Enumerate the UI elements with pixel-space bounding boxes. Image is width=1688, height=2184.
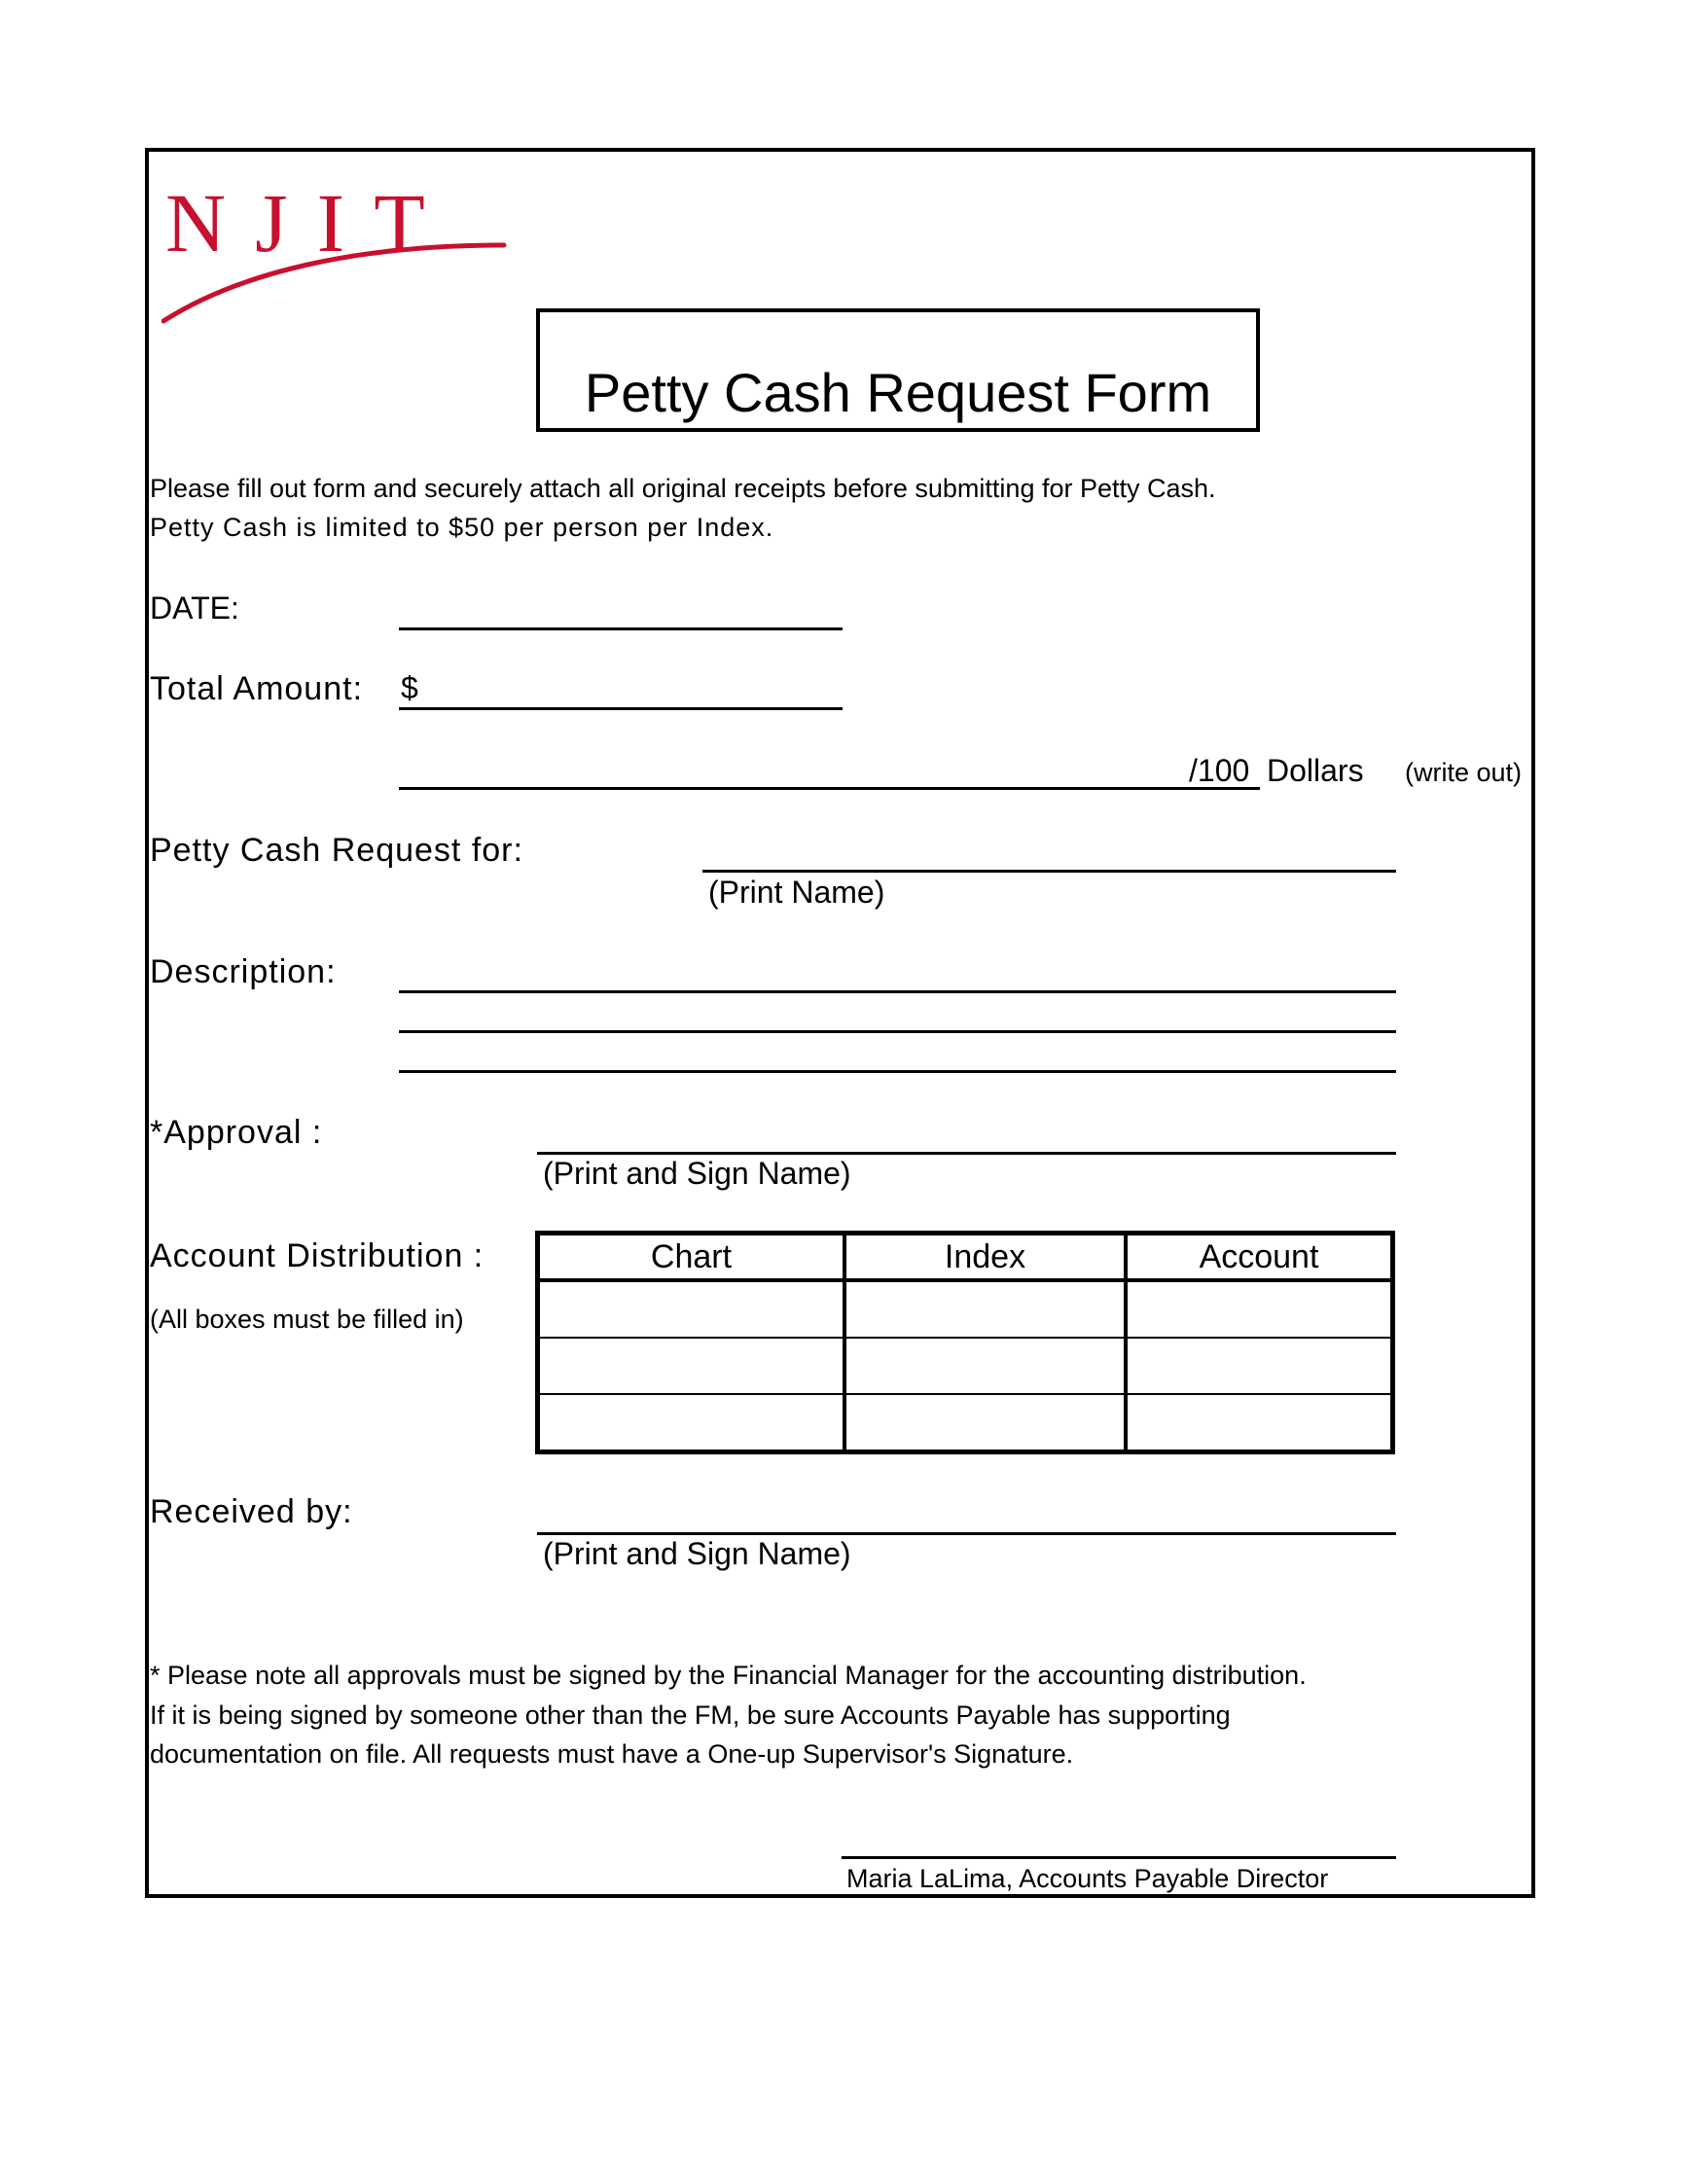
account-distribution-table: [535, 1231, 1395, 1454]
index-cell[interactable]: [844, 1338, 1126, 1394]
chart-cell[interactable]: [538, 1338, 845, 1394]
logo-text: NJIT: [165, 176, 454, 269]
index-cell[interactable]: [844, 1280, 1126, 1338]
column-header-account: Account: [1126, 1234, 1393, 1281]
date-field[interactable]: [399, 627, 843, 630]
table-row: [538, 1394, 1393, 1452]
approval-hint: (Print and Sign Name): [543, 1156, 851, 1191]
dollar-sign: $: [401, 670, 418, 705]
chart-cell[interactable]: [538, 1394, 845, 1452]
account-distribution-note: (All boxes must be filled in): [150, 1305, 464, 1334]
chart-cell[interactable]: [538, 1280, 845, 1338]
write-out-hint: (write out): [1405, 758, 1523, 787]
description-line-3[interactable]: [399, 1070, 1396, 1073]
print-name-hint: (Print Name): [708, 875, 885, 910]
signature-caption: Maria LaLima, Accounts Payable Director: [846, 1864, 1329, 1893]
received-by-hint: (Print and Sign Name): [543, 1536, 851, 1571]
account-cell[interactable]: [1126, 1394, 1393, 1452]
footnote-line-1: * Please note all approvals must be signed by the Financial Manager for the accounting distribution.: [150, 1661, 1307, 1690]
request-for-name-field[interactable]: [702, 870, 1396, 873]
received-by-field[interactable]: [537, 1532, 1396, 1535]
title-box: [536, 308, 1260, 432]
column-header-index: Index: [844, 1234, 1126, 1281]
description-label: Description:: [150, 953, 337, 990]
table-row: [538, 1280, 1393, 1338]
total-amount-label: Total Amount:: [150, 670, 364, 707]
account-distribution-label: Account Distribution :: [150, 1237, 485, 1274]
approval-label: *Approval :: [150, 1114, 323, 1151]
footnote-line-3: documentation on file. All requests must have a One-up Supervisor's Signature.: [150, 1739, 1074, 1769]
column-header-chart: Chart: [538, 1234, 845, 1281]
written-amount-field[interactable]: [399, 787, 1260, 790]
received-by-label: Received by:: [150, 1493, 353, 1530]
index-cell[interactable]: [844, 1394, 1126, 1452]
account-cell[interactable]: [1126, 1280, 1393, 1338]
request-for-label: Petty Cash Request for:: [150, 832, 523, 869]
date-label: DATE:: [150, 591, 239, 626]
instructions-line-1: Please fill out form and securely attach all original receipts before submitting for Petty Cash.: [150, 474, 1216, 503]
director-signature-line[interactable]: [842, 1856, 1396, 1859]
total-amount-field[interactable]: [399, 707, 843, 710]
description-line-1[interactable]: [399, 990, 1396, 993]
approval-field[interactable]: [537, 1152, 1396, 1155]
instructions-line-2: Petty Cash is limited to $50 per person per Index.: [150, 513, 774, 542]
description-line-2[interactable]: [399, 1030, 1396, 1033]
account-cell[interactable]: [1126, 1338, 1393, 1394]
dollars-label: Dollars: [1267, 753, 1364, 788]
table-header-row: [538, 1234, 1393, 1281]
njit-logo: [162, 175, 512, 331]
hundredths-label: /100: [1189, 753, 1250, 788]
footnote-line-2: If it is being signed by someone other than the FM, be sure Accounts Payable has supporting: [150, 1701, 1231, 1730]
table-row: [538, 1338, 1393, 1394]
page-title: Petty Cash Request Form: [584, 362, 1212, 423]
